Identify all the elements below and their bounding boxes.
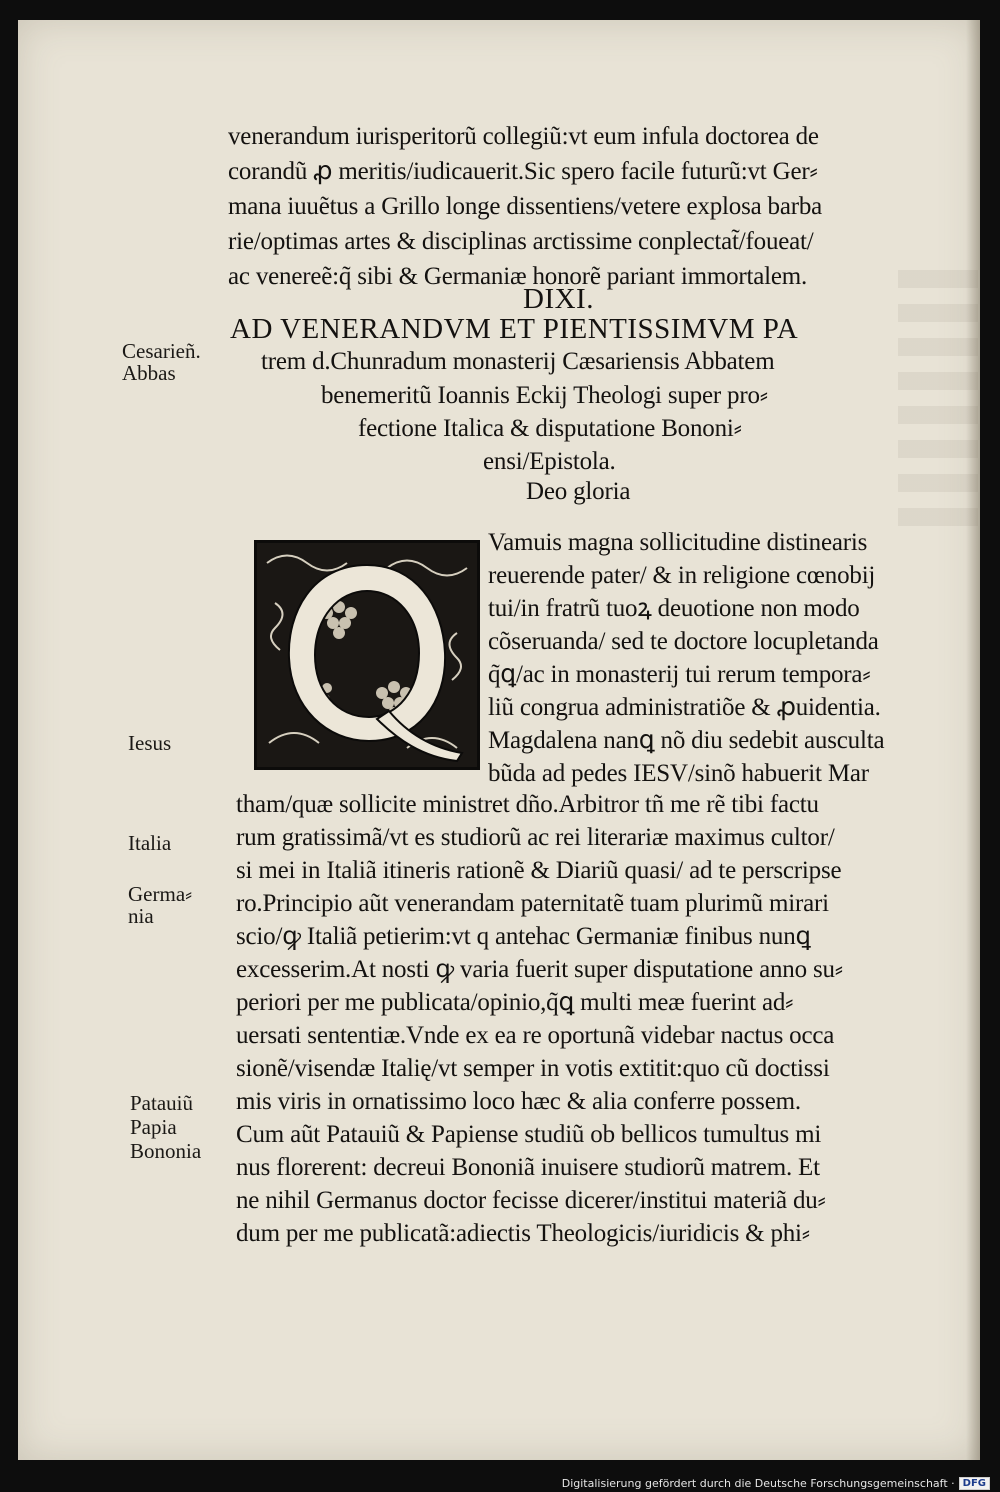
body-line: ro.Principio aũt venerandam paternitatẽ tuam plurimũ mirari	[236, 890, 829, 917]
margin-note-papia: Papia	[130, 1115, 177, 1139]
body-line: rie/optimas artes & disciplinas arctissime conplectat̃/foueat/	[228, 228, 814, 255]
digitization-footer	[562, 1477, 990, 1490]
body-line: ne nihil Germanus doctor fecisse dicerer/institui materiã du⸗	[236, 1187, 826, 1214]
initial-line: bũda ad pedes IESV/sinõ habuerit Mar	[488, 760, 869, 787]
body-line: venerandum iurisperitorũ collegiũ:vt eum infula doctorea de	[228, 123, 819, 150]
book-page	[18, 20, 980, 1460]
page-edge-shadow	[966, 20, 980, 1460]
body-line: periori per me publicata/opinio,q̃ꝗ multi meæ fuerint ad⸗	[236, 989, 794, 1016]
margin-note-italia: Italia	[128, 831, 172, 855]
margin-note-germania: Germa⸗	[128, 882, 193, 906]
initial-line: liũ congrua administratiõe & ꝓuidentia.	[488, 694, 881, 721]
initial-line: cõseruanda/ sed te doctore locupletanda	[488, 628, 879, 655]
body-line: rum gratissimã/vt es studiorũ ac rei literariæ maximus cultor/	[236, 824, 835, 851]
initial-line: Magdalena nanꝗ nõ diu sedebit ausculta	[488, 727, 885, 754]
body-line: scio/ꝙ Italiã petierim:vt q antehac Germaniæ finibus nunꝗ	[236, 923, 811, 950]
margin-note-abbas: Abbas	[122, 361, 176, 385]
body-line: mis viris in ornatissimo loco hæc & alia conferre possem.	[236, 1088, 801, 1115]
margin-note-iesus: Iesus	[128, 731, 172, 755]
body-line: excesserim.At nosti ꝙ varia fuerit super disputatione anno su⸗	[236, 956, 843, 983]
body-line: nus florerent: decreui Bononiã inuisere studiorũ matrem. Et	[236, 1154, 820, 1181]
margin-note-germania-cont: nia	[128, 904, 154, 928]
body-line: dum per me publicatã:adiectis Theologicis/iuridicis & phi⸗	[236, 1220, 810, 1247]
margin-note-patauium: Patauiũ	[130, 1091, 193, 1115]
initial-line: Vamuis magna sollicitudine distinearis	[488, 529, 868, 556]
initial-line: q̃ꝗ/ac in monasterij tui rerum tempora⸗	[488, 661, 871, 688]
margin-note-bononia: Bononia	[130, 1139, 202, 1163]
epistle-heading-line: trem d.Chunradum monasterij Cæsariensis Abbatem	[261, 348, 775, 375]
body-line: uersati sententiæ.Vnde ex ea re oportunã videbar nactus occa	[236, 1022, 835, 1049]
dfg-logo: DFG	[959, 1477, 990, 1490]
body-line: ac venereẽ:q̃ sibi & Germaniæ honorẽ pariant immortalem.	[228, 263, 808, 290]
margin-note-cesariensis: Cesarieñ.	[122, 339, 201, 363]
initial-line: reuerende pater/ & in religione cœnobij	[488, 562, 876, 589]
epistle-heading-line: fectione Italica & disputatione Bononi⸗	[358, 415, 742, 442]
body-line: sionẽ/visendæ Italię/vt semper in votis extitit:quo cũ doctissi	[236, 1055, 830, 1082]
epistle-heading-line: benemeritũ Ioannis Eckij Theologi super pro⸗	[321, 382, 768, 409]
initial-line: tui/in fratrũ tuoꝝ deuotione non modo	[488, 595, 860, 622]
body-line: Cum aũt Patauiũ & Papiense studiũ ob bellicos tumultus mi	[236, 1121, 822, 1148]
body-line: corandũ ꝓ meritis/iudicauerit.Sic spero facile futurũ:vt Ger⸗	[228, 158, 818, 185]
decorated-initial	[254, 540, 480, 770]
footer-text: Digitalisierung gefördert durch die Deutsche Forschungsgemeinschaft ·	[561, 1477, 955, 1490]
epistle-heading-line: ensi/Epistola.	[483, 448, 616, 475]
deo-gloria: Deo gloria	[526, 478, 631, 505]
body-line: tham/quæ sollicite ministret dño.Arbitror tñ me rẽ tibi factu	[236, 791, 819, 818]
body-line: mana iuuẽtus a Grillo longe dissentiens/vetere explosa barba	[228, 193, 823, 220]
show-through-bleed	[898, 270, 978, 530]
body-line: si mei in Italiã itineris rationẽ & Diariũ quasi/ ad te perscripse	[236, 857, 842, 884]
epistle-heading: AD VENERANDVM ET PIENTISSIMVM PA	[230, 313, 799, 345]
dixi-label: DIXI.	[523, 283, 594, 315]
